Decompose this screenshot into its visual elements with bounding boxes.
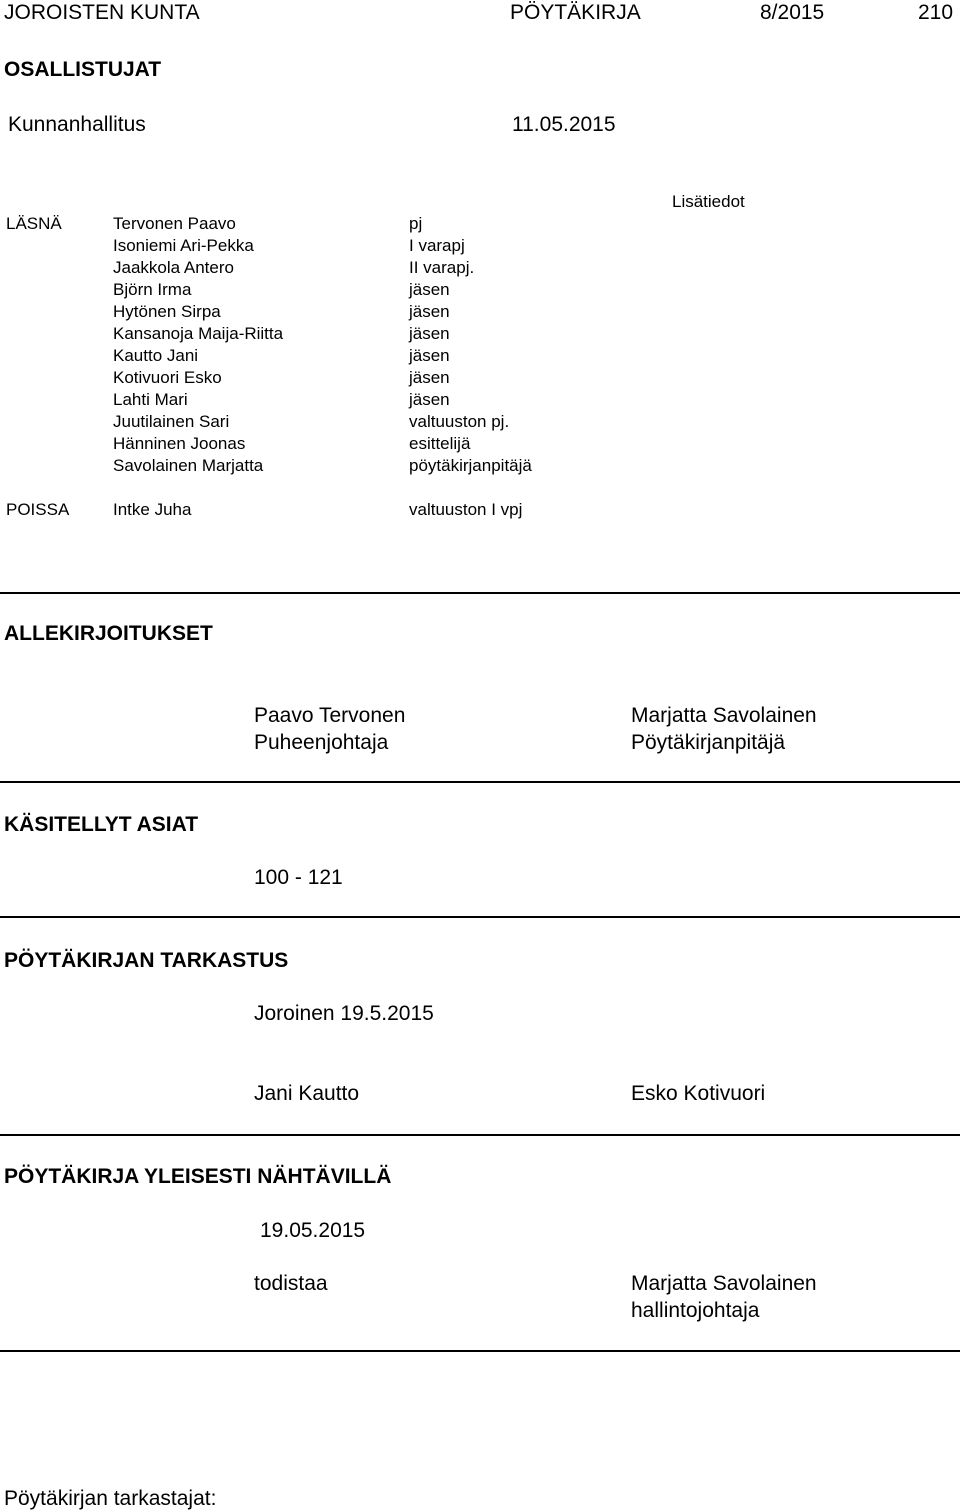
extra-info-header: Lisätiedot (672, 192, 745, 211)
review-heading: PÖYTÄKIRJAN TARKASTUS (4, 949, 289, 972)
administrator-title: hallintojohtaja (631, 1299, 760, 1322)
absent-label: POISSA (6, 500, 70, 519)
secretary-title: Pöytäkirjanpitäjä (631, 731, 786, 754)
present-names-list (113, 213, 283, 477)
attendees-heading: OSALLISTUJAT (4, 58, 162, 81)
present-name: Juutilainen Sari (113, 412, 230, 431)
reviewer-name: Jani Kautto (254, 1082, 360, 1105)
present-role: I varapj (409, 236, 465, 255)
document-type: PÖYTÄKIRJA (510, 1, 641, 24)
present-role: jäsen (409, 346, 450, 365)
present-name: Kotivuori Esko (113, 368, 222, 387)
present-role: pj (409, 214, 423, 233)
divider (0, 781, 960, 783)
organization-name: JOROISTEN KUNTA (4, 1, 200, 24)
body-name: Kunnanhallitus (8, 113, 146, 136)
public-display-heading: PÖYTÄKIRJA YLEISESTI NÄHTÄVILLÄ (4, 1165, 392, 1188)
present-role: jäsen (409, 302, 450, 321)
present-name: Kautto Jani (113, 346, 199, 365)
page-number: 210 (918, 1, 954, 24)
divider (0, 592, 960, 594)
present-name: Kansanoja Maija-Riitta (113, 324, 284, 343)
meeting-date: 11.05.2015 (512, 113, 616, 136)
present-role: pöytäkirjanpitäjä (409, 456, 532, 475)
present-name: Hytönen Sirpa (113, 302, 221, 321)
attestation-text: todistaa (254, 1272, 328, 1295)
present-role: II varapj. (409, 258, 475, 277)
present-name: Isoniemi Ari-Pekka (113, 236, 254, 255)
divider (0, 1134, 960, 1136)
handled-range: 100 - 121 (254, 866, 343, 889)
present-role: valtuuston pj. (409, 412, 510, 431)
handled-heading: KÄSITELLYT ASIAT (4, 813, 199, 836)
public-display-date: 19.05.2015 (260, 1219, 366, 1242)
present-role: esittelijä (409, 434, 471, 453)
divider (0, 916, 960, 918)
divider (0, 1350, 960, 1352)
reviewers-label: Pöytäkirjan tarkastajat: (4, 1487, 217, 1510)
document-number: 8/2015 (760, 1, 825, 24)
present-name: Björn Irma (113, 280, 192, 299)
chair-title: Puheenjohtaja (254, 731, 389, 754)
chair-name: Paavo Tervonen (254, 704, 406, 727)
secretary-name: Marjatta Savolainen (631, 704, 817, 727)
present-role: jäsen (409, 324, 450, 343)
signatures-heading: ALLEKIRJOITUKSET (4, 622, 213, 645)
present-name: Hänninen Joonas (113, 434, 246, 453)
present-role: jäsen (409, 390, 450, 409)
absent-role: valtuuston I vpj (409, 500, 523, 519)
present-roles-list (409, 213, 532, 477)
present-name: Lahti Mari (113, 390, 188, 409)
reviewer-name: Esko Kotivuori (631, 1082, 766, 1105)
present-name: Savolainen Marjatta (113, 456, 264, 475)
present-role: jäsen (409, 280, 450, 299)
present-name: Tervonen Paavo (113, 214, 236, 233)
present-label: LÄSNÄ (6, 214, 62, 233)
review-place-date: Joroinen 19.5.2015 (254, 1002, 434, 1025)
administrator-name: Marjatta Savolainen (631, 1272, 817, 1295)
present-name: Jaakkola Antero (113, 258, 234, 277)
absent-name: Intke Juha (113, 500, 192, 519)
present-role: jäsen (409, 368, 450, 387)
